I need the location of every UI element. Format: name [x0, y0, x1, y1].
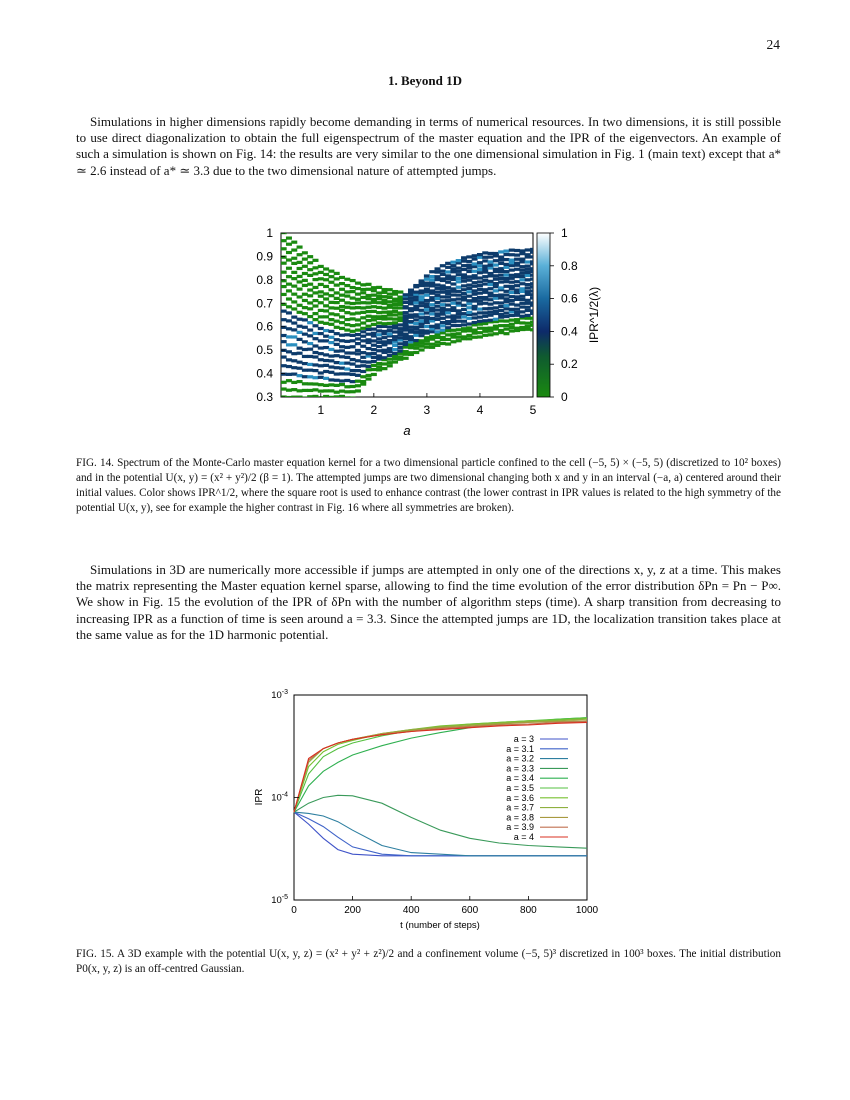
colorbar-tick-label: 0.4 [561, 324, 578, 339]
colorbar-tick-label: 1 [561, 226, 568, 240]
paragraph-2: Simulations in 3D are numerically more accessible if jumps are attempted in only one of the directions x, y, z at a time. This makes the matrix representing the Master equation kernel sparse, allowing to find the time evolution of the error distribution δPn = Pn − P∞. We show in Fig. 15 the evolution of the IPR of δPn with the number of algorithm steps (time). A sharp transition from decreasing to increasing IPR as a function of time is seen around a = 3.3. Since the attempted jumps are 1D, the localization transition takes place at the same value as for the 1D harmonic potential. [76, 562, 781, 642]
section-title: 1. Beyond 1D [387, 73, 463, 88]
caption-fig-15: FIG. 15. A 3D example with the potential U(x, y, z) = (x² + y² + z²)/2 and a confinement volume (−5, 5)³ discretized in 100³ boxes. The initial distribution P0(x, y, z) is an off-centred Gaussian. [76, 948, 781, 975]
colorbar-label: IPR^1/2(λ) [587, 286, 601, 344]
colorbar-tick-label: 0.2 [561, 357, 578, 372]
paragraph-1: Simulations in higher dimensions rapidly become demanding in terms of numerical resources. In two dimensions, it is still possible to use direct diagonalization to obtain the full eigenspectrum of the master equation and the IPR of the eigenvectors. An example of such a simulation is shown on Fig. 14: the results are very similar to the one dimensional simulation in Fig. 1 (main text) except that a* ≃ 2.6 instead of a* ≃ 3.3 due to the two dimensional nature of attempted jumps. [76, 114, 781, 178]
legend-label: a = 3.8 [506, 812, 534, 823]
y-tick-label: 1 [266, 226, 273, 240]
caption-fig-14: FIG. 14. Spectrum of the Monte-Carlo master equation kernel for a two dimensional particle confined to the cell (−5, 5) × (−5, 5) (discretized to 10² boxes) and in the potential U(x, y) = (x² + y²)/2 (β = 1). The attempted jumps are two dimensional changing both x and y in an interval (−a, a) centered around their initial values. Color shows IPR^1/2, where the square root is used to enhance contrast (the lower contrast in IPR values is related to the high symmetry of the potential U(x, y), see for example the higher contrast in Fig. 16 where all symmetries are broken). [76, 457, 781, 514]
x-axis-label: a [403, 423, 411, 438]
x-tick-label: 0 [291, 905, 297, 916]
x-tick-label: 1 [317, 403, 325, 417]
legend-label: a = 3.3 [506, 763, 534, 774]
x-tick-label: 4 [476, 403, 484, 417]
legend-label: a = 4 [513, 832, 534, 842]
page-number: 24 [766, 37, 780, 52]
y-tick-label: 0.4 [256, 366, 273, 381]
legend-label: a = 3.4 [506, 773, 534, 784]
y-axis-label: IPR [254, 788, 265, 806]
colorbar-tick-label: 0 [561, 390, 568, 404]
y-tick-label: 0.6 [256, 319, 273, 334]
y-tick-label: 0.9 [256, 249, 273, 264]
colorbar-tick-label: 0.8 [561, 258, 578, 273]
y-tick-label: 0.8 [256, 272, 273, 287]
x-tick-label: 1000 [575, 905, 599, 916]
y-tick-label: $10^{-5}$ [271, 894, 288, 906]
x-tick-label: 600 [461, 905, 479, 916]
x-axis-label: t (number of steps) [400, 920, 480, 931]
x-tick-label: 3 [423, 403, 431, 417]
x-tick-label: 800 [520, 905, 537, 916]
legend-label: a = 3.1 [506, 743, 534, 754]
x-tick-label: 2 [370, 403, 378, 417]
legend-label: a = 3.2 [506, 753, 534, 764]
y-tick-label: 0.3 [256, 390, 273, 404]
x-tick-label: 5 [529, 403, 537, 417]
x-tick-label: 400 [402, 905, 420, 916]
legend-label: a = 3.9 [506, 822, 534, 833]
legend-label: a = 3.6 [506, 792, 534, 803]
x-tick-label: 200 [344, 905, 361, 916]
y-tick-label: 0.5 [256, 343, 273, 358]
y-tick-label: $10^{-4}$ [271, 791, 288, 804]
legend-label: a = 3.5 [506, 783, 534, 793]
y-tick-label: $10^{-3}$ [271, 689, 288, 701]
colorbar-tick-label: 0.6 [561, 291, 578, 306]
legend-label: a = 3.7 [506, 802, 534, 813]
y-tick-label: 0.7 [256, 296, 273, 311]
legend-label: a = 3 [513, 734, 534, 744]
